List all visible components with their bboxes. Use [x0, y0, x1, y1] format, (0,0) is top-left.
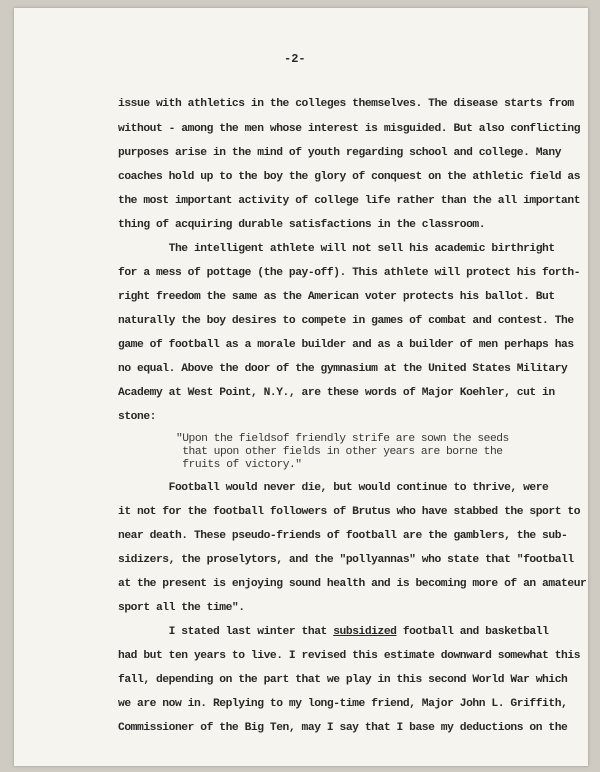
paragraph-2-line: naturally the boy desires to compete in games of combat and contest. The	[118, 315, 574, 327]
paragraph-4-text: I stated last winter that	[118, 626, 334, 638]
paragraph-2-line: for a mess of pottage (the pay-off). This athlete will protect his forth-	[118, 267, 581, 279]
paragraph-4-line: Commissioner of the Big Ten, may I say that I base my deductions on the	[118, 722, 568, 734]
paragraph-1-line: coaches hold up to the boy the glory of conquest on the athletic field as	[118, 171, 581, 183]
page-number: -2-	[284, 52, 306, 66]
paragraph-1-line: thing of acquiring durable satisfactions in the classroom.	[118, 219, 486, 231]
quote-line: fruits of victory."	[176, 459, 302, 471]
paragraph-4-line: fall, depending on the part that we play in this second World War which	[118, 674, 568, 686]
paragraph-1-line: purposes arise in the mind of youth regarding school and college. Many	[118, 147, 562, 159]
quote-line: that upon other fields in other years are borne the	[176, 446, 503, 458]
paragraph-1-line: without - among the men whose interest is misguided. But also conflicting	[118, 123, 581, 135]
paragraph-2-line: The intelligent athlete will not sell his academic birthright	[118, 243, 555, 255]
paragraph-2-line: stone:	[118, 411, 156, 423]
quote-line: "Upon the fieldsof friendly strife are sown the seeds	[176, 433, 509, 445]
paragraph-3-line: it not for the football followers of Brutus who have stabbed the sport to	[118, 506, 581, 518]
paragraph-3-line: at the present is enjoying sound health and is becoming more of an amateur	[118, 578, 587, 590]
paragraph-3-line: sidizers, the proselytors, and the "pollyannas" who state that "football	[118, 554, 574, 566]
paragraph-2-line: game of football as a morale builder and as a builder of men perhaps has	[118, 339, 574, 351]
paragraph-2-line: no equal. Above the door of the gymnasium at the United States Military	[118, 363, 568, 375]
paragraph-4-line	[118, 625, 548, 639]
paragraph-3-line: Football would never die, but would continue to thrive, were	[118, 482, 549, 494]
paragraph-1-line: issue with athletics in the colleges themselves. The disease starts from	[118, 98, 574, 110]
paragraph-2-line: Academy at West Point, N.Y., are these words of Major Koehler, cut in	[118, 387, 555, 399]
paragraph-1-line: the most important activity of college life rather than the all important	[118, 195, 581, 207]
paragraph-4-line: had but ten years to live. I revised this estimate downward somewhat this	[118, 650, 581, 662]
paragraph-3-line: near death. These pseudo-friends of football are the gamblers, the sub-	[118, 530, 568, 542]
underlined-word: subsidized	[333, 626, 397, 638]
paragraph-2-line: right freedom the same as the American voter protects his ballot. But	[118, 291, 555, 303]
paragraph-4-text: football and basketball	[396, 626, 549, 638]
paragraph-4-line: we are now in. Replying to my long-time friend, Major John L. Griffith,	[118, 698, 568, 710]
paragraph-3-line: sport all the time".	[118, 602, 245, 614]
